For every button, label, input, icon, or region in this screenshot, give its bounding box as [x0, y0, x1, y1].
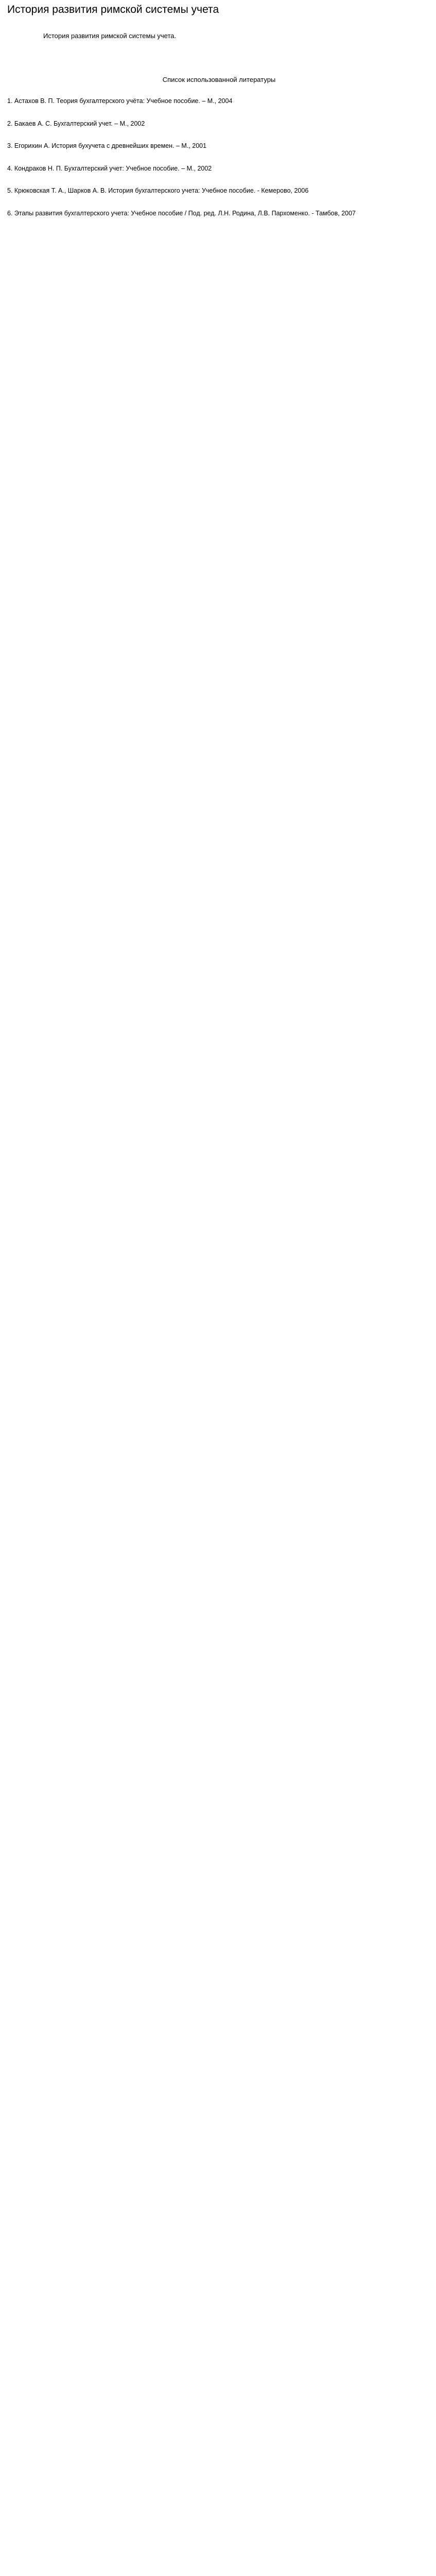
reference-item: 5. Крюковская Т. А., Шарков А. В. История бухгалтерского учета: Учебное пособие. - Кемерово, 2006 [7, 187, 309, 195]
page-title: История развития римской системы учета [7, 4, 219, 15]
reference-item: 3. Егорихин А. История бухучета с древнейших времен. – М., 2001 [7, 142, 207, 150]
reference-item: 2. Бакаев А. С. Бухгалтерский учет. – М., 2002 [7, 120, 145, 127]
reference-item: 6. Этапы развития бухгалтерского учета: Учебное пособие / Под. ред. Л.Н. Родина, Л.В. Пархоменко. - Тамбов, 2007 [7, 209, 356, 217]
reference-item: 1. Астахов В. П. Теория бухгалтерского учёта: Учебное пособие. – М., 2004 [7, 97, 233, 105]
document-heading: История развития римской системы учета. [43, 32, 177, 40]
reference-item: 4. Кондраков Н. П. Бухгалтерский учет: Учебное пособие. – М., 2002 [7, 164, 212, 172]
references-title: Список использованной литературы [162, 76, 276, 84]
